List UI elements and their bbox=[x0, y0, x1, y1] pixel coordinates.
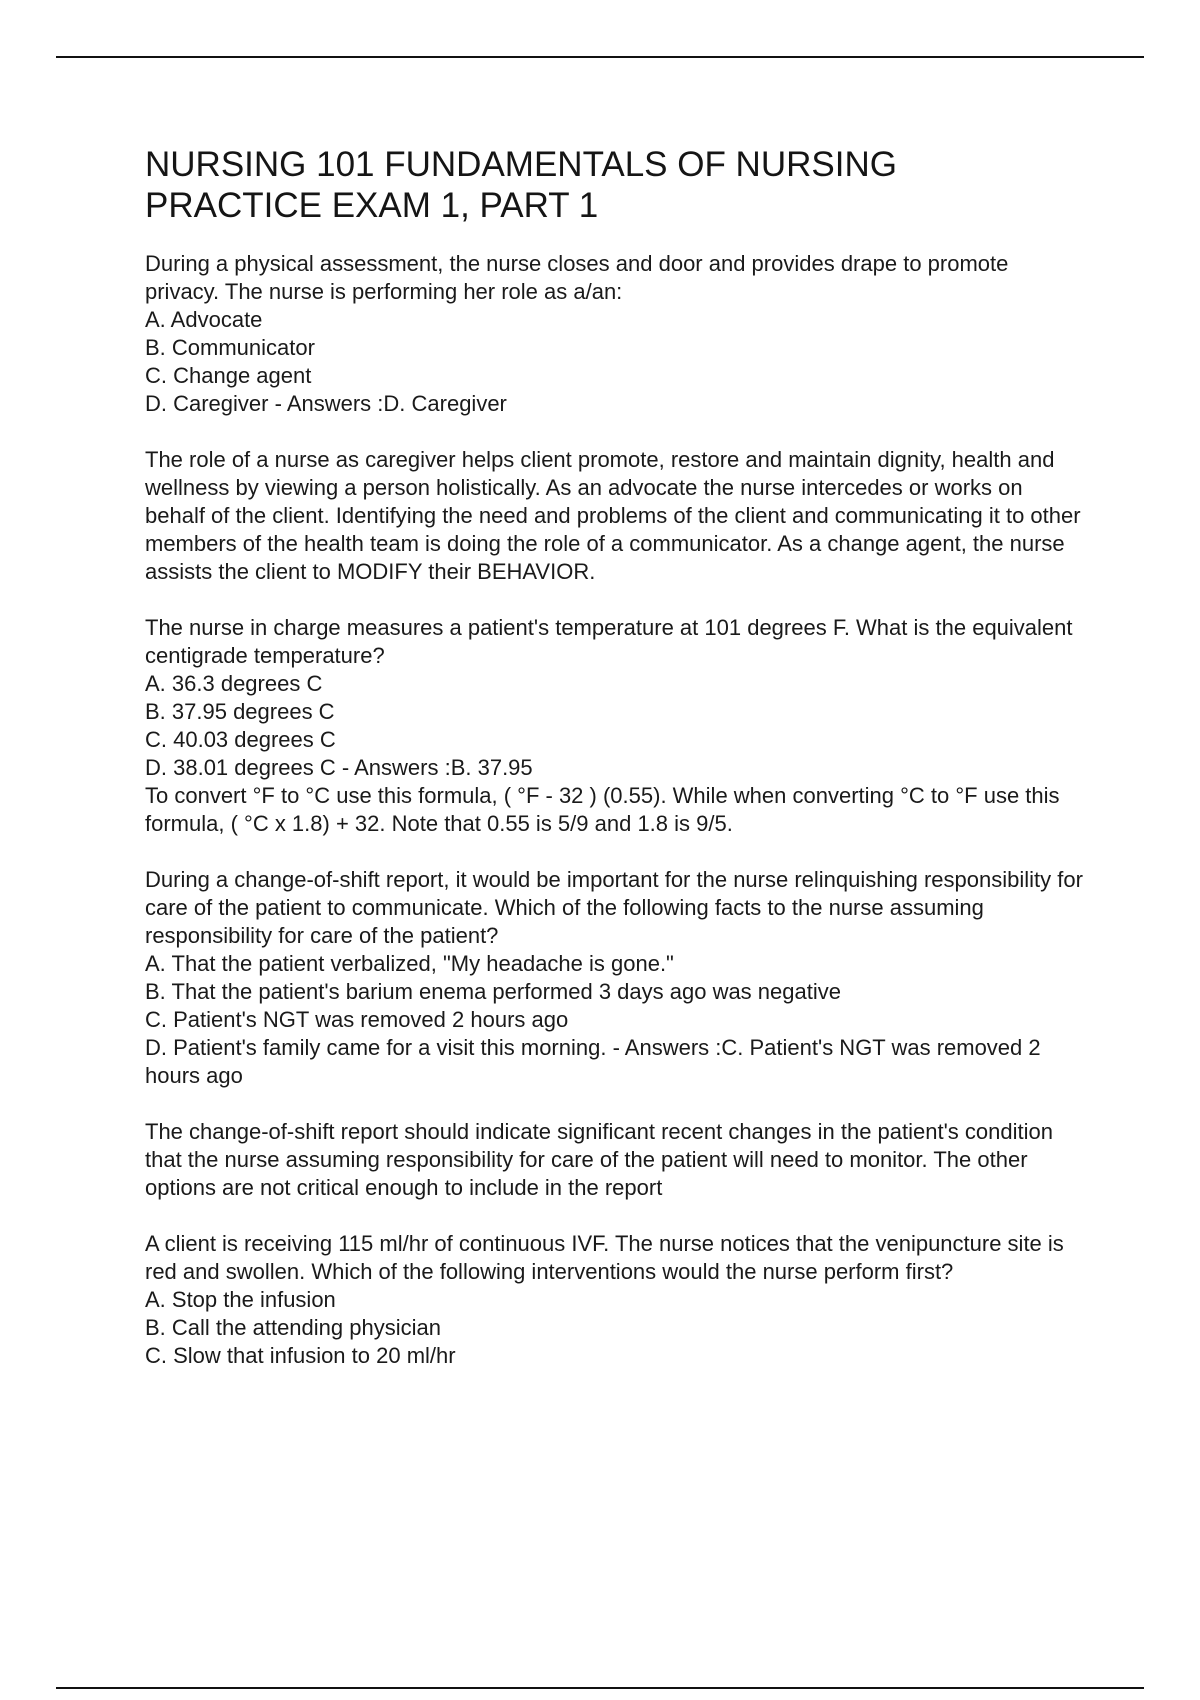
option-d-answer: D. Patient's family came for a visit this morning. - Answers :C. Patient's NGT was removed 2 hours ago bbox=[145, 1035, 1041, 1088]
option-d-answer: D. Caregiver - Answers :D. Caregiver bbox=[145, 391, 507, 416]
question-3 bbox=[145, 866, 1085, 1202]
option-d-answer: D. 38.01 degrees C - Answers :B. 37.95 bbox=[145, 755, 533, 780]
option-b: B. 37.95 degrees C bbox=[145, 699, 335, 724]
rationale: The role of a nurse as caregiver helps client promote, restore and maintain dignity, health and wellness by viewing a person holistically. As an advocate the nurse intercedes or works on behalf of the client. Identifying the need and problems of the client and communicating it to other members of the health team is doing the role of a communicator. As a change agent, the nurse assists the client to MODIFY their BEHAVIOR. bbox=[145, 447, 1081, 584]
option-b: B. Communicator bbox=[145, 335, 315, 360]
option-b: B. That the patient's barium enema performed 3 days ago was negative bbox=[145, 979, 841, 1004]
option-c: C. Patient's NGT was removed 2 hours ago bbox=[145, 1007, 569, 1032]
option-a: A. That the patient verbalized, "My headache is gone." bbox=[145, 951, 674, 976]
option-c: C. 40.03 degrees C bbox=[145, 727, 336, 752]
question-stem: During a change-of-shift report, it would be important for the nurse relinquishing responsibility for care of the patient to communicate. Which of the following facts to the nurse assuming responsibility for care of the patient? bbox=[145, 867, 1083, 948]
document-title bbox=[145, 144, 1085, 226]
question-stem: The nurse in charge measures a patient's temperature at 101 degrees F. What is the equivalent centigrade temperature? bbox=[145, 615, 1073, 668]
document-body bbox=[145, 144, 1085, 1370]
rationale: To convert °F to °C use this formula, ( °F - 32 ) (0.55). While when converting °C to °F use this formula, ( °C x 1.8) + 32. Note that 0.55 is 5/9 and 1.8 is 9/5. bbox=[145, 783, 1060, 836]
option-c: C. Change agent bbox=[145, 363, 312, 388]
option-b: B. Call the attending physician bbox=[145, 1315, 441, 1340]
title-line-1: NURSING 101 FUNDAMENTALS OF NURSING bbox=[145, 145, 897, 184]
question-1 bbox=[145, 250, 1085, 586]
question-stem: A client is receiving 115 ml/hr of continuous IVF. The nurse notices that the venipuncture site is red and swollen. Which of the following interventions would the nurse perform first? bbox=[145, 1231, 1064, 1284]
bottom-rule bbox=[56, 1687, 1144, 1689]
question-4 bbox=[145, 1230, 1085, 1370]
title-line-2: PRACTICE EXAM 1, PART 1 bbox=[145, 186, 599, 225]
top-rule bbox=[56, 56, 1144, 58]
option-c: C. Slow that infusion to 20 ml/hr bbox=[145, 1343, 456, 1368]
option-a: A. Stop the infusion bbox=[145, 1287, 336, 1312]
question-stem: During a physical assessment, the nurse closes and door and provides drape to promote privacy. The nurse is performing her role as a/an: bbox=[145, 251, 1009, 304]
rationale: The change-of-shift report should indicate significant recent changes in the patient's condition that the nurse assuming responsibility for care of the patient will need to monitor. The other options are not critical enough to include in the report bbox=[145, 1119, 1053, 1200]
option-a: A. Advocate bbox=[145, 307, 263, 332]
option-a: A. 36.3 degrees C bbox=[145, 671, 323, 696]
question-2 bbox=[145, 614, 1085, 838]
